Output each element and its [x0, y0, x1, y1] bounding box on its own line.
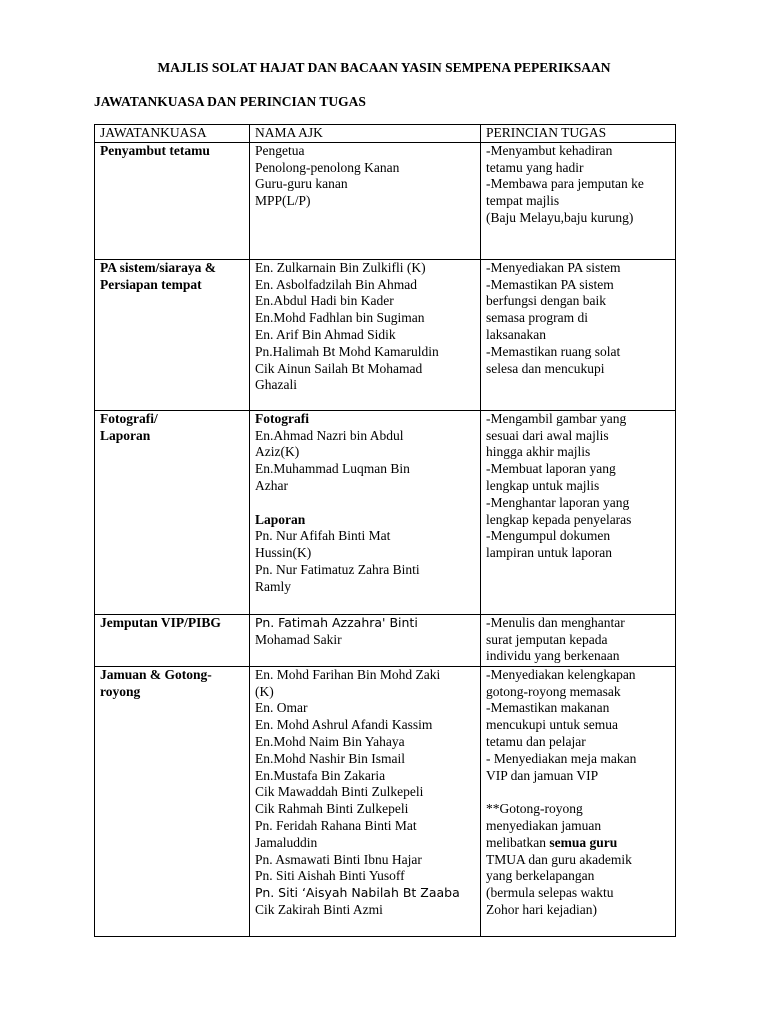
table-row	[95, 410, 676, 614]
duty-line: tempat majlis	[486, 193, 560, 209]
members-cell	[250, 614, 481, 666]
member-name: En.Mohd Naim Bin Yahaya	[255, 733, 405, 749]
member-name: Pn. Siti Aishah Binti Yusoff	[255, 868, 405, 884]
duty-line: (Baju Melayu,baju kurung)	[486, 209, 634, 225]
member-name: Cik Mawaddah Binti Zulkepeli	[255, 784, 424, 800]
member-name: Pn. Siti ‘Aisyah Nabilah Bt Zaaba	[255, 885, 460, 901]
duty-line: -Memastikan ruang solat	[486, 343, 621, 359]
duty-line: TMUA dan guru akademik	[486, 851, 632, 867]
member-name: En. Zulkarnain Bin Zulkifli (K)	[255, 259, 426, 275]
duty-line: surat jemputan kepada	[486, 631, 608, 647]
members-cell	[250, 259, 481, 410]
duty-line: tetamu dan pelajar	[486, 733, 586, 749]
duty-line: Zohor hari kejadian)	[486, 901, 597, 917]
member-group-heading: Laporan	[255, 511, 306, 527]
duty-line: (bermula selepas waktu	[486, 885, 614, 901]
duty-line: mencukupi untuk semua	[486, 717, 618, 733]
duty-text: melibatkan	[486, 834, 550, 850]
duty-line: -Menyambut kehadiran	[486, 142, 613, 158]
duty-line: berfungsi dengan baik	[486, 293, 606, 309]
members-cell	[250, 142, 481, 259]
member-name: En. Mohd Farihan Bin Mohd Zaki	[255, 666, 441, 682]
document-subtitle: JAWATANKUASA DAN PERINCIAN TUGAS	[94, 94, 366, 109]
members-cell	[250, 410, 481, 614]
duty-line: individu yang berkenaan	[486, 648, 620, 664]
duties-cell	[481, 259, 676, 410]
duty-line: - Menyediakan meja makan	[486, 750, 637, 766]
member-name: En. Asbolfadzilah Bin Ahmad	[255, 276, 417, 292]
duty-line: selesa dan mencukupi	[486, 360, 605, 376]
member-name: Pengetua	[255, 142, 305, 158]
duty-line: -Memastikan makanan	[486, 700, 610, 716]
table-row	[95, 614, 676, 666]
duties-cell	[481, 410, 676, 614]
duty-line: -Menyediakan kelengkapan	[486, 666, 636, 682]
duty-line: -Mengumpul dokumen	[486, 528, 611, 544]
member-name: Cik Zakirah Binti Azmi	[255, 901, 383, 917]
duty-line: menyediakan jamuan	[486, 817, 602, 833]
member-name: Pn.Halimah Bt Mohd Kamaruldin	[255, 343, 439, 359]
table-row	[95, 666, 676, 936]
duty-line: laksanakan	[486, 326, 546, 342]
committee-name: Penyambut tetamu	[100, 142, 210, 158]
member-name: En.Muhammad Luqman Bin	[255, 461, 410, 477]
committee-cell	[95, 142, 250, 259]
duties-cell	[481, 666, 676, 936]
committee-name: PA sistem/siaraya &	[100, 259, 216, 275]
member-name: Pn. Nur Afifah Binti Mat	[255, 528, 391, 544]
committee-name: Jemputan VIP/PIBG	[100, 614, 221, 630]
member-name: Mohamad Sakir	[255, 631, 342, 647]
member-name: En.Mustafa Bin Zakaria	[255, 767, 386, 783]
duty-line: sesuai dari awal majlis	[486, 427, 609, 443]
member-name: Guru-guru kanan	[255, 176, 348, 192]
table-row	[95, 142, 676, 259]
duty-line: -Membuat laporan yang	[486, 461, 616, 477]
duty-line: gotong-royong memasak	[486, 683, 621, 699]
header-duty-details: PERINCIAN TUGAS	[481, 125, 676, 143]
member-name: En.Mohd Fadhlan bin Sugiman	[255, 310, 425, 326]
duty-emphasis: semua guru	[549, 834, 618, 850]
committee-name: royong	[100, 683, 141, 699]
duty-line: tetamu yang hadir	[486, 159, 584, 175]
duty-line: -Membawa para jemputan ke	[486, 176, 644, 192]
member-name: En. Omar	[255, 700, 308, 716]
member-name: En.Abdul Hadi bin Kader	[255, 293, 394, 309]
member-name: (K)	[255, 683, 274, 699]
member-name: En. Arif Bin Ahmad Sidik	[255, 326, 396, 342]
member-group-heading: Fotografi	[255, 410, 309, 426]
table-header-row	[95, 125, 676, 143]
member-name: Hussin(K)	[255, 545, 312, 561]
members-cell	[250, 666, 481, 936]
committee-name: Jamuan & Gotong-	[100, 666, 212, 682]
member-name: Azhar	[255, 477, 288, 493]
duty-line	[486, 835, 670, 852]
duty-line: **Gotong-royong	[486, 801, 583, 817]
header-member-name: NAMA AJK	[250, 125, 481, 143]
duties-cell	[481, 614, 676, 666]
duty-line: -Menyediakan PA sistem	[486, 259, 621, 275]
member-name: En.Ahmad Nazri bin Abdul	[255, 427, 404, 443]
member-name: Pn. Nur Fatimatuz Zahra Binti	[255, 561, 420, 577]
table-row	[95, 259, 676, 410]
duty-line: -Menghantar laporan yang	[486, 494, 630, 510]
duty-line: -Menulis dan menghantar	[486, 614, 625, 630]
duty-line: lampiran untuk laporan	[486, 545, 612, 561]
duty-line: yang berkelapangan	[486, 868, 595, 884]
committee-name: Fotografi/	[100, 410, 158, 426]
committee-cell	[95, 259, 250, 410]
member-name: Aziz(K)	[255, 444, 300, 460]
committee-name: Persiapan tempat	[100, 276, 202, 292]
member-name: Cik Rahmah Binti Zulkepeli	[255, 801, 409, 817]
blank-line	[255, 495, 475, 512]
committee-cell	[95, 666, 250, 936]
duties-cell	[481, 142, 676, 259]
header-committee: JAWATANKUASA	[95, 125, 250, 143]
committee-cell	[95, 410, 250, 614]
duty-line: hingga akhir majlis	[486, 444, 591, 460]
committee-cell	[95, 614, 250, 666]
committee-table	[94, 124, 676, 937]
member-name: Penolong-penolong Kanan	[255, 159, 400, 175]
duty-line: VIP dan jamuan VIP	[486, 767, 599, 783]
duty-line: semasa program di	[486, 310, 588, 326]
member-name: Jamaluddin	[255, 834, 318, 850]
member-name: Ramly	[255, 578, 291, 594]
duty-line: lengkap kepada penyelaras	[486, 511, 632, 527]
committee-name: Laporan	[100, 427, 151, 443]
member-name: Ghazali	[255, 377, 297, 393]
member-name: Pn. Feridah Rahana Binti Mat	[255, 817, 417, 833]
member-name: En. Mohd Ashrul Afandi Kassim	[255, 717, 433, 733]
duty-line: lengkap untuk majlis	[486, 477, 600, 493]
document-title: MAJLIS SOLAT HAJAT DAN BACAAN YASIN SEMPENA PEPERIKSAAN	[157, 60, 611, 75]
member-name: Cik Ainun Sailah Bt Mohamad	[255, 360, 423, 376]
member-name: Pn. Asmawati Binti Ibnu Hajar	[255, 851, 422, 867]
member-name: MPP(L/P)	[255, 193, 311, 209]
member-name: Pn. Fatimah Azzahra' Binti	[255, 614, 418, 630]
duty-line: -Memastikan PA sistem	[486, 276, 614, 292]
duty-line: -Mengambil gambar yang	[486, 410, 627, 426]
member-name: En.Mohd Nashir Bin Ismail	[255, 750, 405, 766]
blank-line	[486, 784, 670, 801]
